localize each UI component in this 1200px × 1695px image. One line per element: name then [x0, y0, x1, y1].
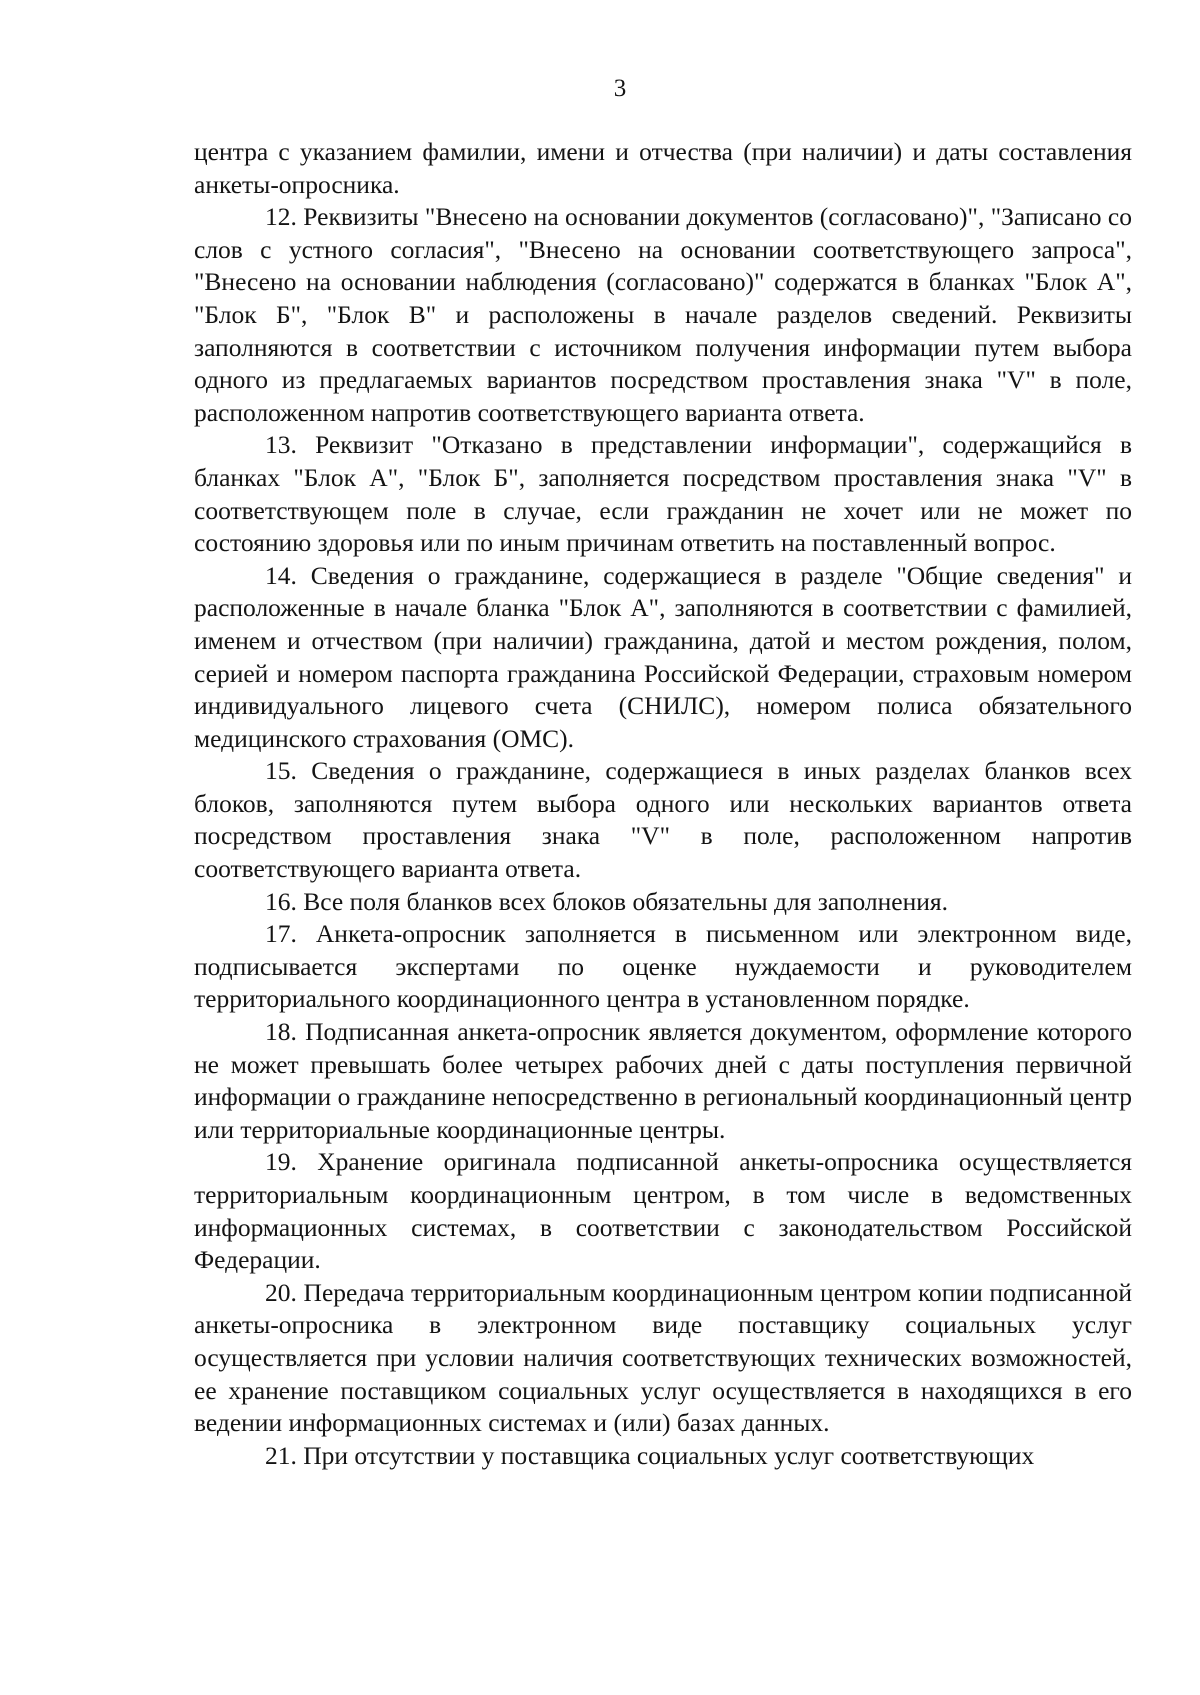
document-body — [194, 136, 1132, 1472]
paragraph-20: 20. Передача территориальным координационным центром копии подписанной анкеты-опросника в электронном виде поставщику социальных услуг осуществляется при условии наличия соответствующих технических возможностей, ее хранение поставщиком социальных услуг осуществляется в находящихся в его ведении информационных системах и (или) базах данных. — [194, 1277, 1132, 1438]
page-number: 3 — [613, 75, 627, 102]
paragraph-14: 14. Сведения о гражданине, содержащиеся в разделе "Общие сведения" и расположенные в начале бланка "Блок А", заполняются в соответствии с фамилией, именем и отчеством (при наличии) гражданина, датой и местом рождения, полом, серией и номером паспорта гражданина Российской Федерации, страховым номером индивидуального лицевого счета (СНИЛС), номером полиса обязательного медицинского страхования (ОМС). — [194, 560, 1132, 753]
paragraph-11-continuation: центра с указанием фамилии, имени и отчества (при наличии) и даты составления анкеты-опросника. — [194, 137, 1132, 199]
paragraph-17: 17. Анкета-опросник заполняется в письменном или электронном виде, подписывается экспертами по оценке нуждаемости и руководителем территориального координационного центра в установленном порядке. — [194, 919, 1132, 1014]
paragraph-12: 12. Реквизиты "Внесено на основании документов (согласовано)", "Записано со слов с устного согласия", "Внесено на основании соответствующего запроса", "Внесено на основании наблюдения (согласовано)" содержатся в бланках "Блок А", "Блок Б", "Блок В" и расположены в начале разделов сведений. Реквизиты заполняются в соответствии с источником получения информации путем выбора одного из предлагаемых вариантов посредством проставления знака "V" в поле, расположенном напротив соответствующего варианта ответа. — [194, 202, 1132, 427]
paragraph-16: 16. Все поля бланков всех блоков обязательны для заполнения. — [265, 886, 948, 916]
paragraph-19: 19. Хранение оригинала подписанной анкеты-опросника осуществляется территориальным координационным центром, в том числе в ведомственных информационных системах, в соответствии с законодательством Российской Федерации. — [194, 1147, 1132, 1275]
paragraph-21-start: 21. При отсутствии у поставщика социальных услуг соответствующих — [265, 1440, 1035, 1470]
paragraph-13: 13. Реквизит "Отказано в представлении информации", содержащийся в бланках "Блок А", "Блок Б", заполняется посредством проставления знака "V" в соответствующем поле в случае, если гражданин не хочет или не может по состоянию здоровья или по иным причинам ответить на поставленный вопрос. — [194, 430, 1132, 558]
paragraph-18: 18. Подписанная анкета-опросник является документом, оформление которого не может превышать более четырех рабочих дней с даты поступления первичной информации о гражданине непосредственно в региональный координационный центр или территориальные координационные центры. — [194, 1017, 1132, 1144]
paragraph-15: 15. Сведения о гражданине, содержащиеся в иных разделах бланков всех блоков, заполняются путем выбора одного или нескольких вариантов ответа посредством проставления знака "V" в поле, расположенном напротив соответствующего варианта ответа. — [194, 756, 1132, 884]
